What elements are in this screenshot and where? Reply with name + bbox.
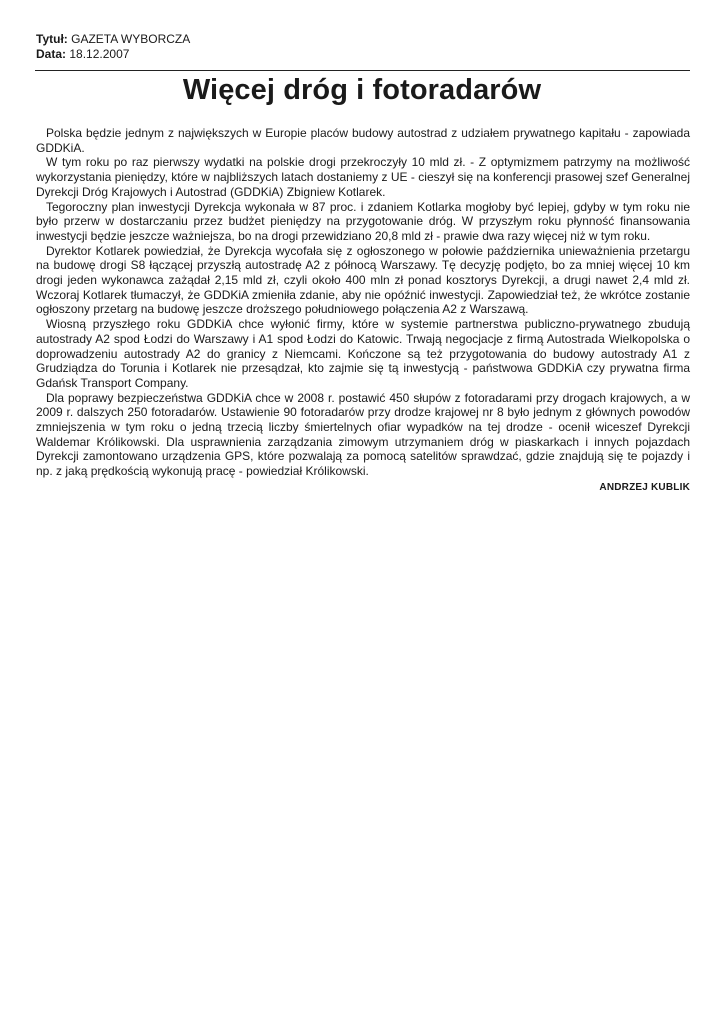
date-label: Data: [36, 47, 67, 61]
title-label: Tytuł: [36, 32, 68, 46]
title-value: GAZETA WYBORCZA [71, 32, 191, 46]
paragraph: Dyrektor Kotlarek powiedział, że Dyrekcja wycofała się z ogłoszonego w połowie października unieważnienia przetargu na budowę drogi S8 łączącej przyszłą autostradę A2 z północą Warszawy. Tę decyzję podjęto, bo za mniej więcej 10 km drogi jeden wykonawca zażądał 2,15 mld zł, czyli około 400 mln zł ponad kosztorys Dyrekcji, a drugi nawet 2,4 mld zł. Wczoraj Kotlarek tłumaczył, że GDDKiA zmieniła zdanie, aby nie opóźnić inwestycji. Zapowiedział też, że wkrótce zostanie ogłoszony przetarg na budowę jeszcze droższego południowego połączenia A2 z Warszawą. [36, 243, 690, 317]
title-line [36, 32, 190, 47]
paragraph: Polska będzie jednym z największych w Europie placów budowy autostrad z udziałem prywatnego kapitału - zapowiada GDDKiA. [36, 126, 690, 155]
paragraph: W tym roku po raz pierwszy wydatki na polskie drogi przekroczyły 10 mld zł. - Z optymizmem patrzymy na możliwość wykorzystania pieniędzy, które w najbliższych latach dostaniemy z UE - cieszył się na konferencji prasowej szef Generalnej Dyrekcji Dróg Krajowych i Autostrad (GDDKiA) Zbigniew Kotlarek. [36, 155, 690, 199]
paragraph: Wiosną przyszłego roku GDDKiA chce wyłonić firmy, które w systemie partnerstwa publiczno-prywatnego zbudują autostrady A2 spod Łodzi do Warszawy i A1 spod Łodzi do Katowic. Trwają negocjacje z firmą Autostrada Wielkopolska o doprowadzeniu autostrady A2 do granicy z Niemcami. Kończone są też przygotowania do budowy autostrady A1 z Grudziądza do Torunia i Kotlarek nie przesądzał, kto zajmie się tą inwestycją - państwowa GDDKiA czy prywatna firma Gdańsk Transport Company. [36, 317, 690, 390]
document-meta [36, 32, 190, 62]
date-line [36, 47, 190, 62]
date-value: 18.12.2007 [69, 47, 130, 61]
paragraph: Dla poprawy bezpieczeństwa GDDKiA chce w 2008 r. postawić 450 słupów z fotoradarami przy drogach krajowych, a w 2009 r. dalszych 250 fotoradarów. Ustawienie 90 fotoradarów przy drodze krajowej nr 8 było jednym z głównych powodów zmniejszenia w tym roku o jedną trzecią liczby śmiertelnych ofiar wypadków na tej drodze - ocenił wiceszef Dyrekcji Waldemar Królikowski. Dla usprawnienia zarządzania zimowym utrzymaniem dróg w piaskarkach i innych pojazdach Dyrekcji zamontowano urządzenia GPS, które pozwalają za pomocą satelitów sprawdzać, gdzie znajdują się te pojazdy i np. z jaką prędkością wykonują pracę - powiedział Królikowski. [36, 390, 690, 479]
article-headline: Więcej dróg i fotoradarów [182, 74, 542, 106]
article-body [36, 126, 690, 496]
paragraph: Tegoroczny plan inwestycji Dyrekcja wykonała w 87 proc. i zdaniem Kotlarka mogłoby być lepiej, gdyby w tym roku nie było przerw w dostarczaniu przez budżet pieniędzy na przygotowanie dróg. W przyszłym roku płynność finansowania inwestycji będzie jeszcze ważniejsza, bo na drogi przewidziano 20,8 mld zł - prawie dwa razy więcej niż w tym roku. [36, 199, 690, 243]
header-divider [35, 70, 690, 71]
author-byline: ANDRZEJ KUBLIK [599, 481, 690, 493]
